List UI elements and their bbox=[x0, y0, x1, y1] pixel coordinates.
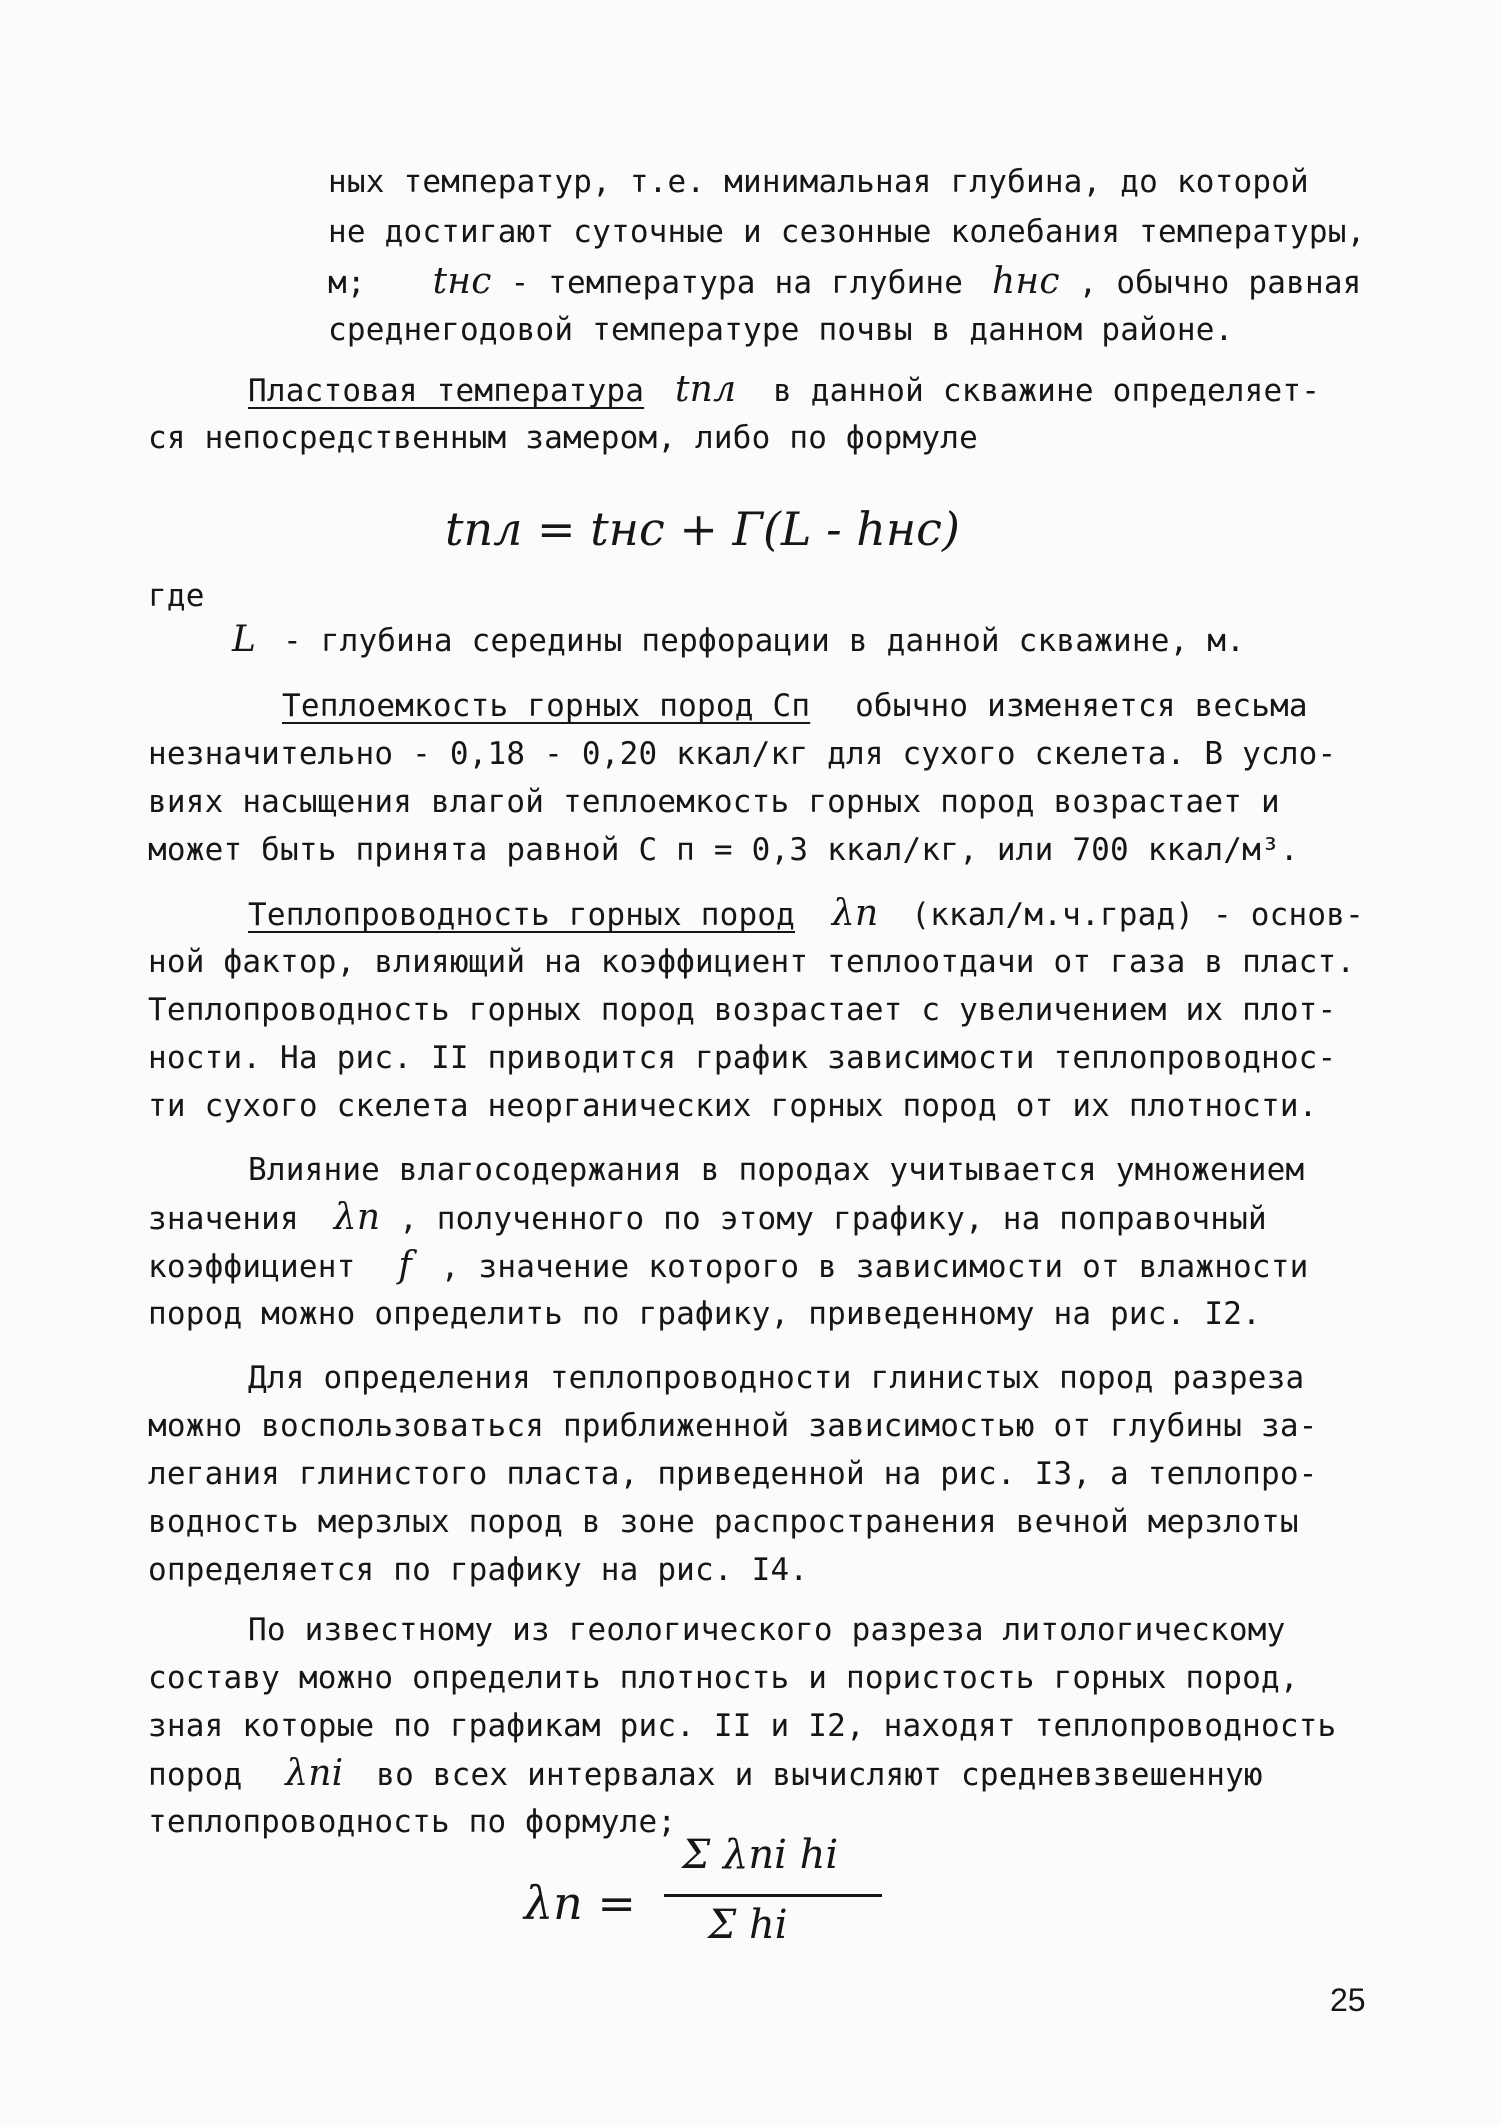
text-line bbox=[148, 1246, 1309, 1287]
symbol-lambda-pi: λпi bbox=[285, 1753, 344, 1794]
text-line: водность мерзлых пород в зоне распространения вечной мерзлоты bbox=[148, 1504, 1299, 1540]
text-line: зная которые по графикам рис. II и I2, находят теплопроводность bbox=[148, 1708, 1337, 1744]
formula-numerator: Σ λпi hi bbox=[682, 1832, 839, 1878]
fraction-bar bbox=[664, 1894, 882, 1897]
text-line bbox=[282, 686, 1308, 726]
text-line: составу можно определить плотность и пористость горных пород, bbox=[148, 1660, 1299, 1696]
text-fragment: значения bbox=[148, 1201, 299, 1237]
text-line: теплопроводность по формуле; bbox=[148, 1804, 677, 1840]
formula-lhs: λп = bbox=[524, 1876, 636, 1930]
symbol-lambda-p: λп bbox=[831, 893, 879, 934]
text-line: пород можно определить по графику, приведенному на рис. I2. bbox=[148, 1296, 1261, 1332]
symbol-h-ns: hнс bbox=[992, 261, 1060, 302]
text-fragment: , значение которого в зависимости от влажности bbox=[440, 1249, 1309, 1285]
formula-denominator: Σ hi bbox=[708, 1902, 788, 1948]
text-fragment: во всех интервалах и вычисляют средневзвешенную bbox=[376, 1757, 1263, 1793]
text-line bbox=[148, 1198, 1267, 1239]
text-line: Влияние влагосодержания в породах учитывается умножением bbox=[248, 1152, 1305, 1188]
text-fragment: - температура на глубине bbox=[510, 265, 964, 301]
text-line bbox=[148, 1754, 1263, 1795]
text-fragment: коэффициент bbox=[148, 1249, 356, 1285]
text-fragment: м; bbox=[328, 265, 366, 301]
text-fragment: пород bbox=[148, 1757, 243, 1793]
text-line: определяется по графику на рис. I4. bbox=[148, 1552, 809, 1588]
symbol-t-pl: tпл bbox=[675, 369, 737, 410]
section-heading: Пластовая температура bbox=[248, 373, 645, 409]
symbol-f: f bbox=[398, 1245, 412, 1286]
text-line: Теплопроводность горных пород возрастает с увеличением их плот- bbox=[148, 992, 1337, 1028]
text-line: незначительно - 0,18 - 0,20 ккал/кг для сухого скелета. В усло- bbox=[148, 736, 1337, 772]
text-line: среднегодовой температуре почвы в данном районе. bbox=[328, 312, 1234, 348]
text-line: ных температур, т.е. минимальная глубина, до которой bbox=[328, 164, 1309, 200]
text-line: ся непосредственным замером, либо по формуле bbox=[148, 420, 978, 456]
text-line: ности. На рис. II приводится график зависимости теплопроводнос- bbox=[148, 1040, 1337, 1076]
text-line bbox=[248, 894, 1364, 935]
text-fragment: - глубина середины перфорации в данной скважине, м. bbox=[282, 623, 1246, 659]
text-line: не достигают суточные и сезонные колебания температуры, bbox=[328, 214, 1366, 250]
text-fragment: (ккал/м.ч.град) - основ- bbox=[911, 897, 1364, 933]
text-line: ной фактор, влияющий на коэффициент теплоотдачи от газа в пласт. bbox=[148, 944, 1356, 980]
text-line: где bbox=[148, 578, 205, 614]
formula-reservoir-temperature: tпл = tнс + Г(L - hнс) bbox=[445, 502, 960, 556]
text-line: ти сухого скелета неорганических горных пород от их плотности. bbox=[148, 1088, 1318, 1124]
section-heading: Теплоемкость горных пород Сп bbox=[282, 688, 811, 724]
text-line: Для определения теплопроводности глинистых пород разреза bbox=[248, 1360, 1305, 1396]
symbol-lambda-p: λп bbox=[333, 1197, 381, 1238]
text-line: можно воспользоваться приближенной зависимостью от глубины за- bbox=[148, 1408, 1318, 1444]
text-fragment: , обычно равная bbox=[1078, 265, 1362, 301]
page-number: 25 bbox=[1330, 1982, 1366, 2018]
text-fragment: в данной скважине определяет- bbox=[773, 373, 1321, 409]
text-line bbox=[328, 262, 1362, 303]
text-line bbox=[232, 620, 1245, 661]
text-line: легания глинистого пласта, приведенной на рис. I3, а теплопро- bbox=[148, 1456, 1318, 1492]
text-fragment: , полученного по этому графику, на поправочный bbox=[399, 1201, 1267, 1237]
text-fragment: обычно изменяется весьма bbox=[855, 688, 1308, 724]
text-line: По известному из геологического разреза литологическому bbox=[248, 1612, 1286, 1648]
symbol-t-ns: tнс bbox=[432, 261, 492, 302]
symbol-L: L bbox=[232, 619, 257, 660]
text-line bbox=[248, 370, 1320, 411]
text-line: может быть принята равной С п = 0,3 ккал/кг, или 700 ккал/м³. bbox=[148, 832, 1299, 868]
text-line: виях насыщения влагой теплоемкость горных пород возрастает и bbox=[148, 784, 1280, 820]
section-heading: Теплопроводность горных пород bbox=[248, 897, 796, 933]
